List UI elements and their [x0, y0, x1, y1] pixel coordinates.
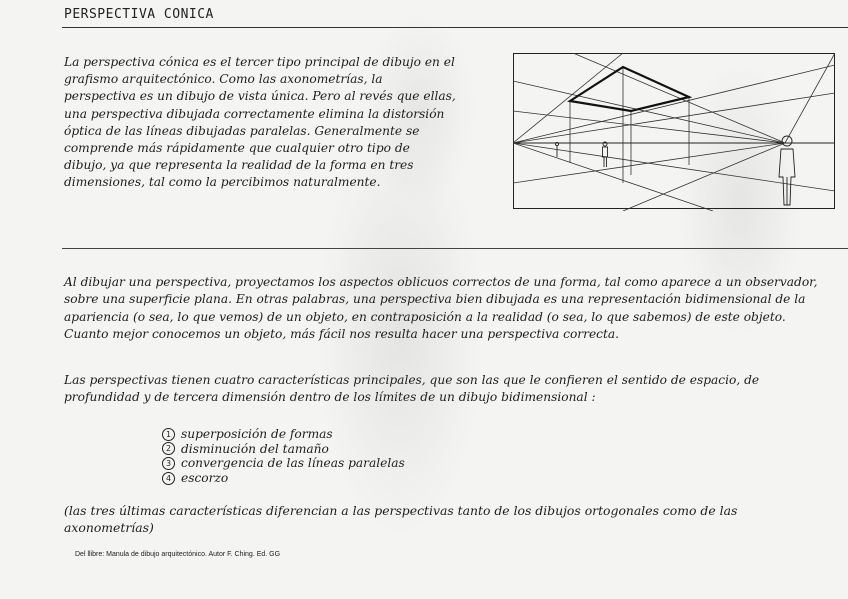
- list-item: [162, 427, 405, 442]
- intro-paragraph: La perspectiva cónica es el tercer tipo principal de dibujo en el grafismo arquitectónico. Como las axonometrías, la perspectiva es un dibujo de vista única. Pero al revés que ellas, una perspectiva dibujada correctamente elimina la distorsión óptica de las líneas dibujadas paralelas. Generalmente se comprende más rápidamente que cualquier otro tipo de dibujo, ya que representa la realidad de la forma en tres dimensiones, tal como la percibimos naturalmente.: [64, 55, 456, 190]
- page-title: PERSPECTIVA CONICA: [64, 7, 214, 22]
- note-paragraph: (las tres últimas características diferencian a las perspectivas tanto de los dibujos ortogonales como de las axonometrías): [64, 503, 738, 536]
- section-divider: [62, 248, 848, 249]
- list-item-label: superposición de formas: [181, 427, 333, 441]
- number-badge: 4: [162, 472, 175, 485]
- list-item-label: convergencia de las líneas paralelas: [181, 456, 405, 471]
- source-caption: Del llibre: Manula de dibujo arquitectónico. Autor F. Ching. Ed. GG: [75, 551, 281, 558]
- title-rule: [62, 27, 848, 28]
- list-item: [162, 456, 405, 471]
- number-badge: 2: [162, 442, 175, 455]
- number-badge: 3: [162, 457, 175, 470]
- perspective-drawing: [513, 53, 835, 211]
- number-badge: 1: [162, 428, 175, 441]
- list-item-label: disminución del tamaño: [181, 441, 329, 456]
- characteristics-list: [162, 427, 405, 485]
- body-paragraph-1: Al dibujar una perspectiva, proyectamos los aspectos oblicuos correctos de una forma, tal como aparece a un observador, sobre una superficie plana. En otras palabras, una perspectiva bien dibujada es una representación bidimensional de la apariencia (o sea, lo que vemos) de un objeto, en contraposición a la realidad (o sea, lo que sabemos) de este objeto. Cuanto mejor conocemos un objeto, más fácil nos resulta hacer una perspectiva correcta.: [64, 275, 818, 342]
- body-paragraph-2: Las perspectivas tienen cuatro características principales, que son las que le confieren el sentido de espacio, de profundidad y de tercera dimensión dentro de los límites de un dibujo bidimensional :: [64, 373, 760, 405]
- list-item-label: escorzo: [181, 470, 229, 485]
- list-item: [162, 471, 405, 486]
- list-item: [162, 442, 405, 457]
